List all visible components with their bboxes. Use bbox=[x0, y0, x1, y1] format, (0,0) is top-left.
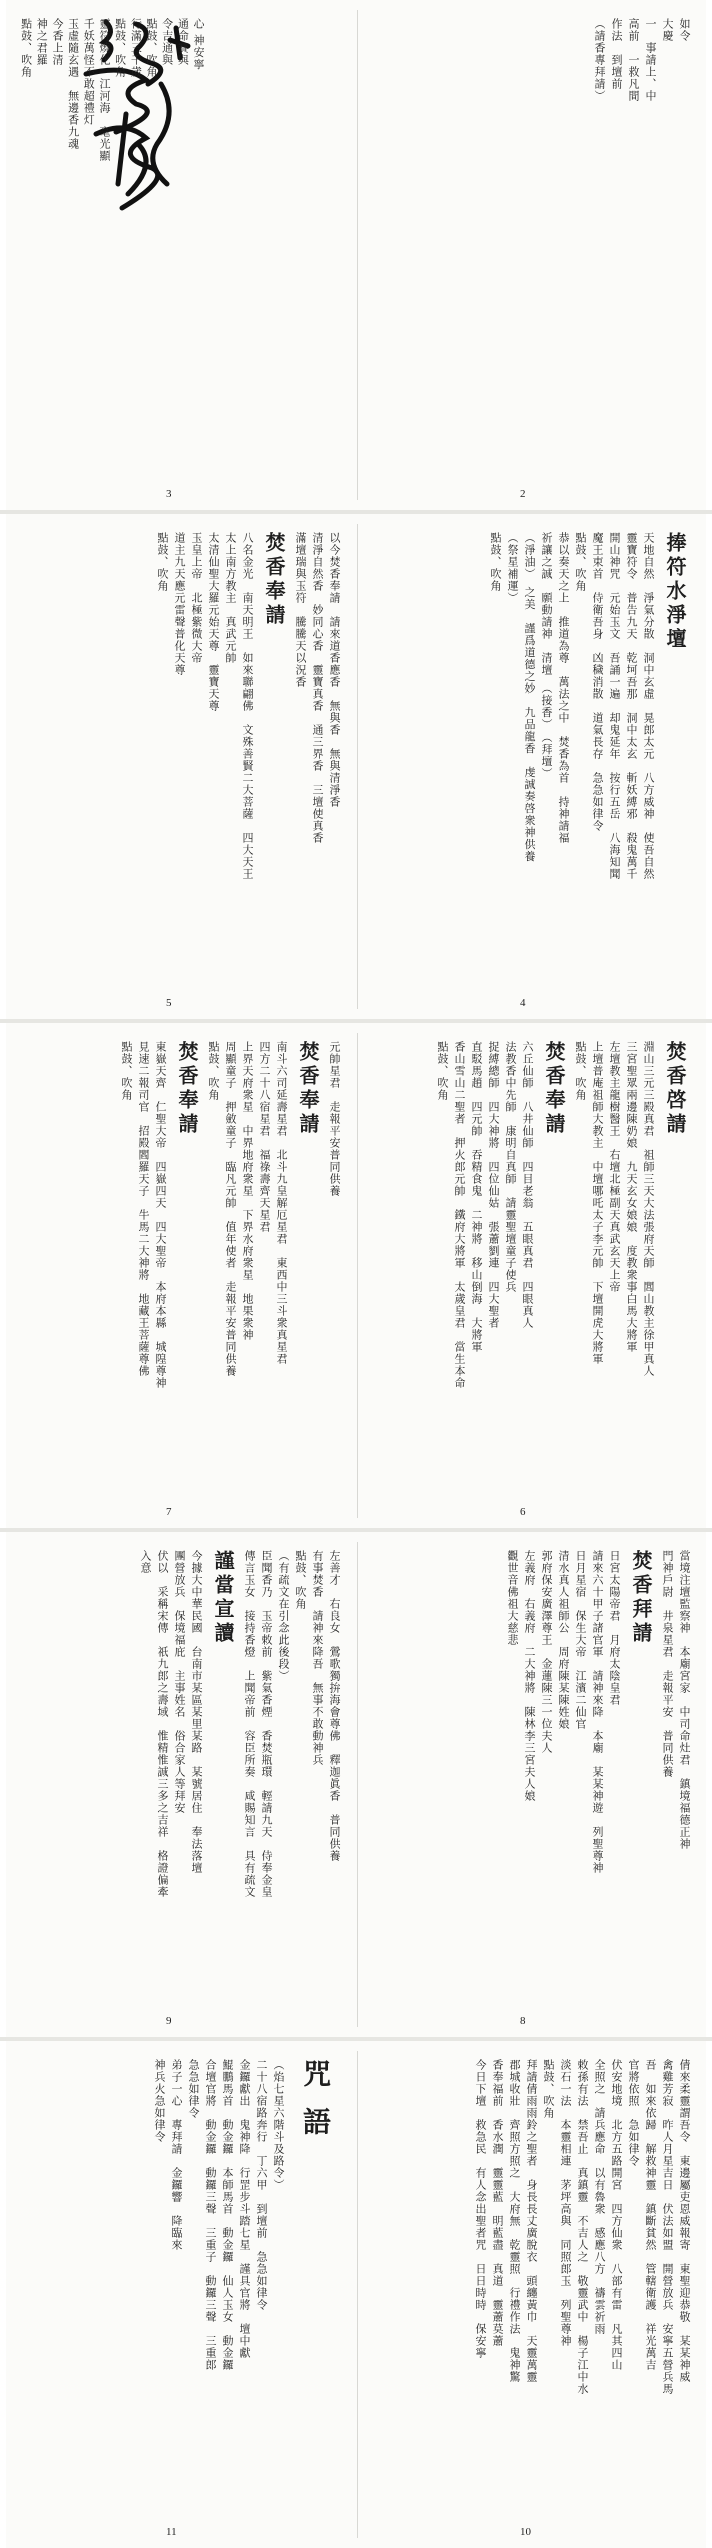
text-column: 清淨自然香 妙同心香 靈寶真香 通三界香 三壇使真香 bbox=[311, 532, 324, 844]
text-column: 全照之 請兵應命 以有魯衆 感應八方 禱雲祈雨 bbox=[593, 2059, 606, 2335]
page-half-right bbox=[360, 2041, 706, 2548]
text-column: 上界天府衆星 中界地府衆星 下界水府衆星 地果衆神 bbox=[241, 1041, 254, 1341]
text-column: 官將依照 急如律令 bbox=[627, 2059, 640, 2167]
text-column: 一 事請上、中 bbox=[644, 18, 657, 102]
text-column: 有事焚香 請神來降吾 無事不敢動神兵 bbox=[311, 1550, 324, 1766]
text-column: 南斗六司延壽星君 北斗九皇解厄星君 東西中三斗衆真星君 bbox=[275, 1041, 288, 1365]
section-heading: 焚香拜請 bbox=[629, 1550, 653, 1646]
text-column: 伏安地境 北方五路開宮 四方仙衆 八部有雷 凡其四山 bbox=[610, 2059, 623, 2371]
text-column: 倩來柔靈謂吾令 東邊屬吏恩威報寄 東聖迎恭敬 某某神威 bbox=[678, 2059, 691, 2383]
text-column: 點鼓、吹角 bbox=[207, 1041, 220, 1101]
text-column: 急急如律令 bbox=[187, 2059, 200, 2119]
text-column: 二十八宿路奔行 丁六甲 到壇前 急急如律令 bbox=[255, 2059, 268, 2311]
text-column: 通命賽與 bbox=[176, 18, 190, 66]
text-column: 四方二十八宿星君 福祿壽齊天星君 bbox=[258, 1041, 271, 1233]
text-column: 點鼓、吹角 bbox=[156, 532, 169, 592]
text-column: 左壇教主龍樹醫王 右壇北極副天真武玄天上帝 bbox=[608, 1041, 621, 1293]
text-column: 六丘仙師 八井仙師 四目老翁 五眼真君 四眼真人 bbox=[521, 1041, 534, 1329]
text-column: 今據大中華民國 台南市某區某里某路 某號居住 奉法落壇 bbox=[190, 1550, 203, 1874]
text-column: 神之君羅 bbox=[35, 18, 49, 66]
text-column: 玉虛隨玄遇 無邊香九魂 bbox=[66, 18, 80, 150]
section-heading: 焚香奉請 bbox=[296, 1041, 320, 1137]
gutter-divider bbox=[357, 10, 358, 500]
text-columns bbox=[20, 1041, 342, 1488]
text-column: 團營放兵 保境福庇 主事姓名 俗合家人等拜安 bbox=[173, 1550, 186, 1814]
section-heading: 謹當宣讀 bbox=[211, 1550, 235, 1646]
text-column: 捉縛總師 四大神將 四位仙姑 張蕭劉連 四大聖者 bbox=[487, 1041, 500, 1329]
text-column: 門神戶尉 井泉星君 走報平安 普同供養 bbox=[661, 1550, 674, 1778]
page-number: 9 bbox=[166, 2015, 172, 2027]
section-heading: 咒語 bbox=[299, 2059, 332, 2155]
page-number: 4 bbox=[520, 997, 526, 1009]
gutter-divider bbox=[357, 524, 358, 1009]
text-column: 東嶽天齊 仁聖大帝 四嶽四天 四大聖帝 本府本縣 城隍尊神 bbox=[154, 1041, 167, 1389]
text-column: 以今焚香奉請 請來道香應香 無與香 無與清淨香 bbox=[328, 532, 341, 808]
text-column: 上壇普庵祖師大教主 中壇哪吒太子李元帥 下壇開虎大將軍 bbox=[591, 1041, 604, 1365]
text-column: 心 神安寧 bbox=[192, 18, 205, 71]
text-columns bbox=[374, 2059, 692, 2508]
page-half-right bbox=[360, 1023, 706, 1528]
text-column: 元帥星君 走報平安普同供養 bbox=[328, 1041, 341, 1197]
text-column: 香山雪山二聖者 押火郎元帥 鐵府大將軍 太歲皇君 當生本命 bbox=[453, 1041, 466, 1389]
text-column: 左善才 右良女 鶯歌獨拚海會尊佛 釋迦眞香 普同供養 bbox=[328, 1550, 341, 1862]
page-half-left bbox=[6, 514, 356, 1019]
page-number: 5 bbox=[166, 997, 172, 1009]
text-column: 拜請倩雨雨鈴之聖者 身長長丈廣脫衣 頭纏黃巾 天靈萬靈 bbox=[525, 2059, 538, 2383]
text-column: 淵山三元三殿真君 祖師三天大法張府天師 閭山教主徐甲真人 bbox=[642, 1041, 655, 1377]
text-column: 滿壇瑞與玉符 騰騰天以況香 bbox=[294, 532, 307, 688]
text-column: 神兵火急如律令 bbox=[153, 2059, 166, 2143]
text-column: 點鼓、吹角 bbox=[542, 2059, 555, 2119]
text-column: 臣聞香乃 玉帝敕前 紫氣香煙 香焚瓶環 輕請九天 侍奉金皇 bbox=[260, 1550, 273, 1898]
text-column: （有疏文在引念此後段） bbox=[277, 1550, 290, 1682]
text-column: 鯤鵬馬首 動金鑼 本師馬首 動金鑼 仙人玉女 動金鑼 bbox=[221, 2059, 234, 2371]
text-column: 點鼓、吹角 bbox=[113, 18, 127, 78]
text-column: 三宮聖眾兩邊陳奶娘 九天玄女娘娘 度教衆事白馬大將軍 bbox=[625, 1041, 638, 1353]
text-column: 清水真人祖師公 周府陳某陳姓娘 bbox=[557, 1550, 570, 1730]
scan-page-3 bbox=[6, 1023, 706, 1528]
text-column: 如令 bbox=[678, 18, 691, 42]
page-number: 8 bbox=[520, 2015, 526, 2027]
page-number: 11 bbox=[166, 2526, 177, 2538]
gutter-divider bbox=[357, 1542, 358, 2027]
text-column: 郡城收壯 齊照方照之 大府無 乾靈照 行禮作法 鬼神驚 bbox=[508, 2059, 521, 2383]
text-columns bbox=[374, 18, 692, 470]
text-column: 作法 到壇前 bbox=[610, 18, 623, 90]
section-heading: 焚香奉請 bbox=[262, 532, 286, 628]
text-column: （請香專拜請） bbox=[593, 18, 606, 102]
text-column: 點鼓、吹角 bbox=[574, 532, 587, 592]
text-column: 禽雞芳寂 昨人月星吉日 伏法如盟 開營放兵 安寧五營兵馬 bbox=[661, 2059, 674, 2395]
text-column: 直駁馬趙 四元帥 吞精食鬼 二神將 移山倒海 大將軍 bbox=[470, 1041, 483, 1353]
scan-page-2 bbox=[6, 514, 706, 1019]
gutter-divider bbox=[357, 1033, 358, 1518]
scan-page-1 bbox=[6, 0, 706, 510]
page-number: 10 bbox=[520, 2526, 531, 2538]
text-columns bbox=[20, 2059, 342, 2508]
text-columns bbox=[20, 1550, 342, 1997]
text-column: 日宮太陽帝君 月府太陰皇君 bbox=[608, 1550, 621, 1706]
text-column: （焰七星六階斗及路令） bbox=[272, 2059, 285, 2191]
text-column: 金鑼獻出 鬼神降 行罡步斗踏七星 謹具官將 壇中獻 bbox=[238, 2059, 251, 2359]
text-column: 淡石一法 本靈相連 茅坪高與 同照郎玉 列聖尊神 bbox=[559, 2059, 572, 2347]
page-number: 7 bbox=[166, 1506, 172, 1518]
text-column: 道主九天應元雷聲普化天尊 bbox=[173, 532, 186, 676]
text-column: 恭以奏天之上 推道為尊 萬法之中 焚香為首 持神請福 bbox=[557, 532, 570, 844]
text-column: 吾 如來依歸 解救神靈 鎮斷貧然 管轄衛護 祥光萬吉 bbox=[644, 2059, 657, 2371]
section-heading: 焚香啓請 bbox=[663, 1041, 687, 1137]
text-column: 當境注壇監察神 本廟宮家 中司命灶君 鎮境福德正神 bbox=[678, 1550, 691, 1850]
text-column: （祭星補運） bbox=[506, 532, 519, 604]
text-column: 天地自然 淨氣分散 洞中玄虛 晃郎太元 八方威神 使吾自然 bbox=[642, 532, 655, 880]
text-column: 合壇官將 動金鑼 動鑼三聲 三重子 動鑼三聲 三重郎 bbox=[204, 2059, 217, 2371]
text-column: 伏以 采稱宋傳 祇九郎之壽域 惟精惟誠三多之吉祥 格證偏牽 bbox=[156, 1550, 169, 1898]
page-half-left bbox=[6, 1532, 356, 2037]
text-column: 見速二報司官 招殿閻羅天子 牛馬二大神將 地藏王菩薩尊佛 bbox=[137, 1041, 150, 1377]
text-column: 今香上清 bbox=[51, 18, 64, 66]
text-column: 高前 一救凡間 bbox=[627, 18, 640, 102]
text-column: 令吉通與 bbox=[160, 18, 174, 66]
text-column: 行滿三千歲 bbox=[129, 18, 143, 78]
text-column: 開山神咒 元始玉文 吾誦一遍 却鬼延年 按行五岳 八海知聞 bbox=[608, 532, 621, 880]
text-column: 觀世音佛祖大慈悲 bbox=[506, 1550, 519, 1646]
text-column: 傳言玉女 接持香燈 上聞帝前 容臣所奏 咸賜知言 具有疏文 bbox=[243, 1550, 256, 1898]
text-column: 點鼓、吹角 bbox=[489, 532, 502, 592]
text-column: 魔王束首 侍衛吾身 凶穢消散 道氣長存 急急如律令 bbox=[591, 532, 604, 832]
text-column: 香奉福前 香水潤 靈靈藍 明藍盡 真道 靈蕭莫蕭 bbox=[491, 2059, 504, 2347]
section-heading: 捧符水淨壇 bbox=[663, 532, 687, 652]
text-column: 請來六十甲子諸官軍 請神來降 本廟 某某神遊 列聖尊神 bbox=[591, 1550, 604, 1874]
text-column: 左義府 右義府 二大神將 陳林李三宮夫人娘 bbox=[523, 1550, 536, 1802]
text-column: 點鼓、吹角 bbox=[120, 1041, 133, 1101]
text-column: （淨油） 之美 謹爲道德之妙 九品龍香 虔誠奏啓衆神供養 bbox=[523, 532, 536, 863]
text-column: 法教香中先師 康明自真師 請靈聖壇童子使兵 bbox=[504, 1041, 517, 1293]
text-column: 郭府保安廣澤尊王 金蓮陳三一位夫人 bbox=[540, 1550, 553, 1754]
text-column: 太清仙聖大羅元始天尊 靈寶天尊 bbox=[207, 532, 220, 712]
page-half-right bbox=[360, 0, 706, 510]
text-columns bbox=[374, 532, 692, 979]
text-column: 入意 bbox=[139, 1550, 152, 1574]
scan-page-5 bbox=[6, 2041, 706, 2548]
page-number: 2 bbox=[520, 488, 526, 500]
text-column: 敕孫有法 禁吾止 真鎮靈 不吉人之 敬靈武中 楊子江中水 bbox=[576, 2059, 589, 2395]
page-number: 3 bbox=[166, 488, 172, 500]
section-heading: 焚香奉請 bbox=[175, 1041, 199, 1137]
scan-page-4 bbox=[6, 1532, 706, 2037]
text-columns bbox=[20, 18, 206, 470]
page-half-right bbox=[360, 1532, 706, 2037]
text-column: 周顯童子 押斂童子 臨凡元帥 值年使者 走報平安普同供養 bbox=[224, 1041, 237, 1377]
text-column: 靈寶符令 普告九天 乾坷吾那 洞中太玄 斬妖縛邪 殺鬼萬千 bbox=[625, 532, 638, 880]
text-column: 弟子一心 專拜請 金鑼響 降臨來 bbox=[170, 2059, 183, 2251]
text-columns bbox=[20, 532, 342, 979]
text-column: 點鼓、吹角 bbox=[574, 1041, 587, 1101]
text-column: 千妖萬怪不敢超禮灯 bbox=[82, 18, 96, 126]
text-column: 日月星宿 保生大帝 江濱二仙官 bbox=[574, 1550, 587, 1730]
text-columns bbox=[374, 1041, 692, 1488]
page-number: 6 bbox=[520, 1506, 526, 1518]
text-column: 今日下壇 救急民 有人念出聖者咒 日日時時 保安寧 bbox=[474, 2059, 487, 2359]
text-column: 玉皇上帝 北極紫微大帝 bbox=[190, 532, 203, 664]
gutter-divider bbox=[357, 2051, 358, 2538]
text-column: 大慶 bbox=[661, 18, 674, 42]
section-heading: 焚香奉請 bbox=[542, 1041, 566, 1137]
text-column: 八名金光 南天明王 如來聯翩佛 文殊善賢二大菩薩 四大天王 bbox=[241, 532, 254, 880]
page-half-left bbox=[6, 1023, 356, 1528]
text-column: 靈符燒化 江河海 毫光顯 bbox=[98, 18, 111, 162]
page-half-left bbox=[6, 2041, 356, 2548]
text-columns bbox=[374, 1550, 692, 1997]
text-column: 點鼓、吹角 bbox=[19, 18, 33, 78]
text-column: 太上南方教主 真武元帥 bbox=[224, 532, 237, 664]
text-column: 點鼓、吹角 bbox=[436, 1041, 449, 1101]
text-column: 祈讓之誠 願動請神 清壇 （接香） （拜壇） bbox=[540, 532, 553, 780]
text-column: 點鼓、吹角 bbox=[145, 18, 158, 78]
page-half-left bbox=[6, 0, 356, 510]
page-half-right bbox=[360, 514, 706, 1019]
text-column: 點鼓、吹角 bbox=[294, 1550, 307, 1610]
